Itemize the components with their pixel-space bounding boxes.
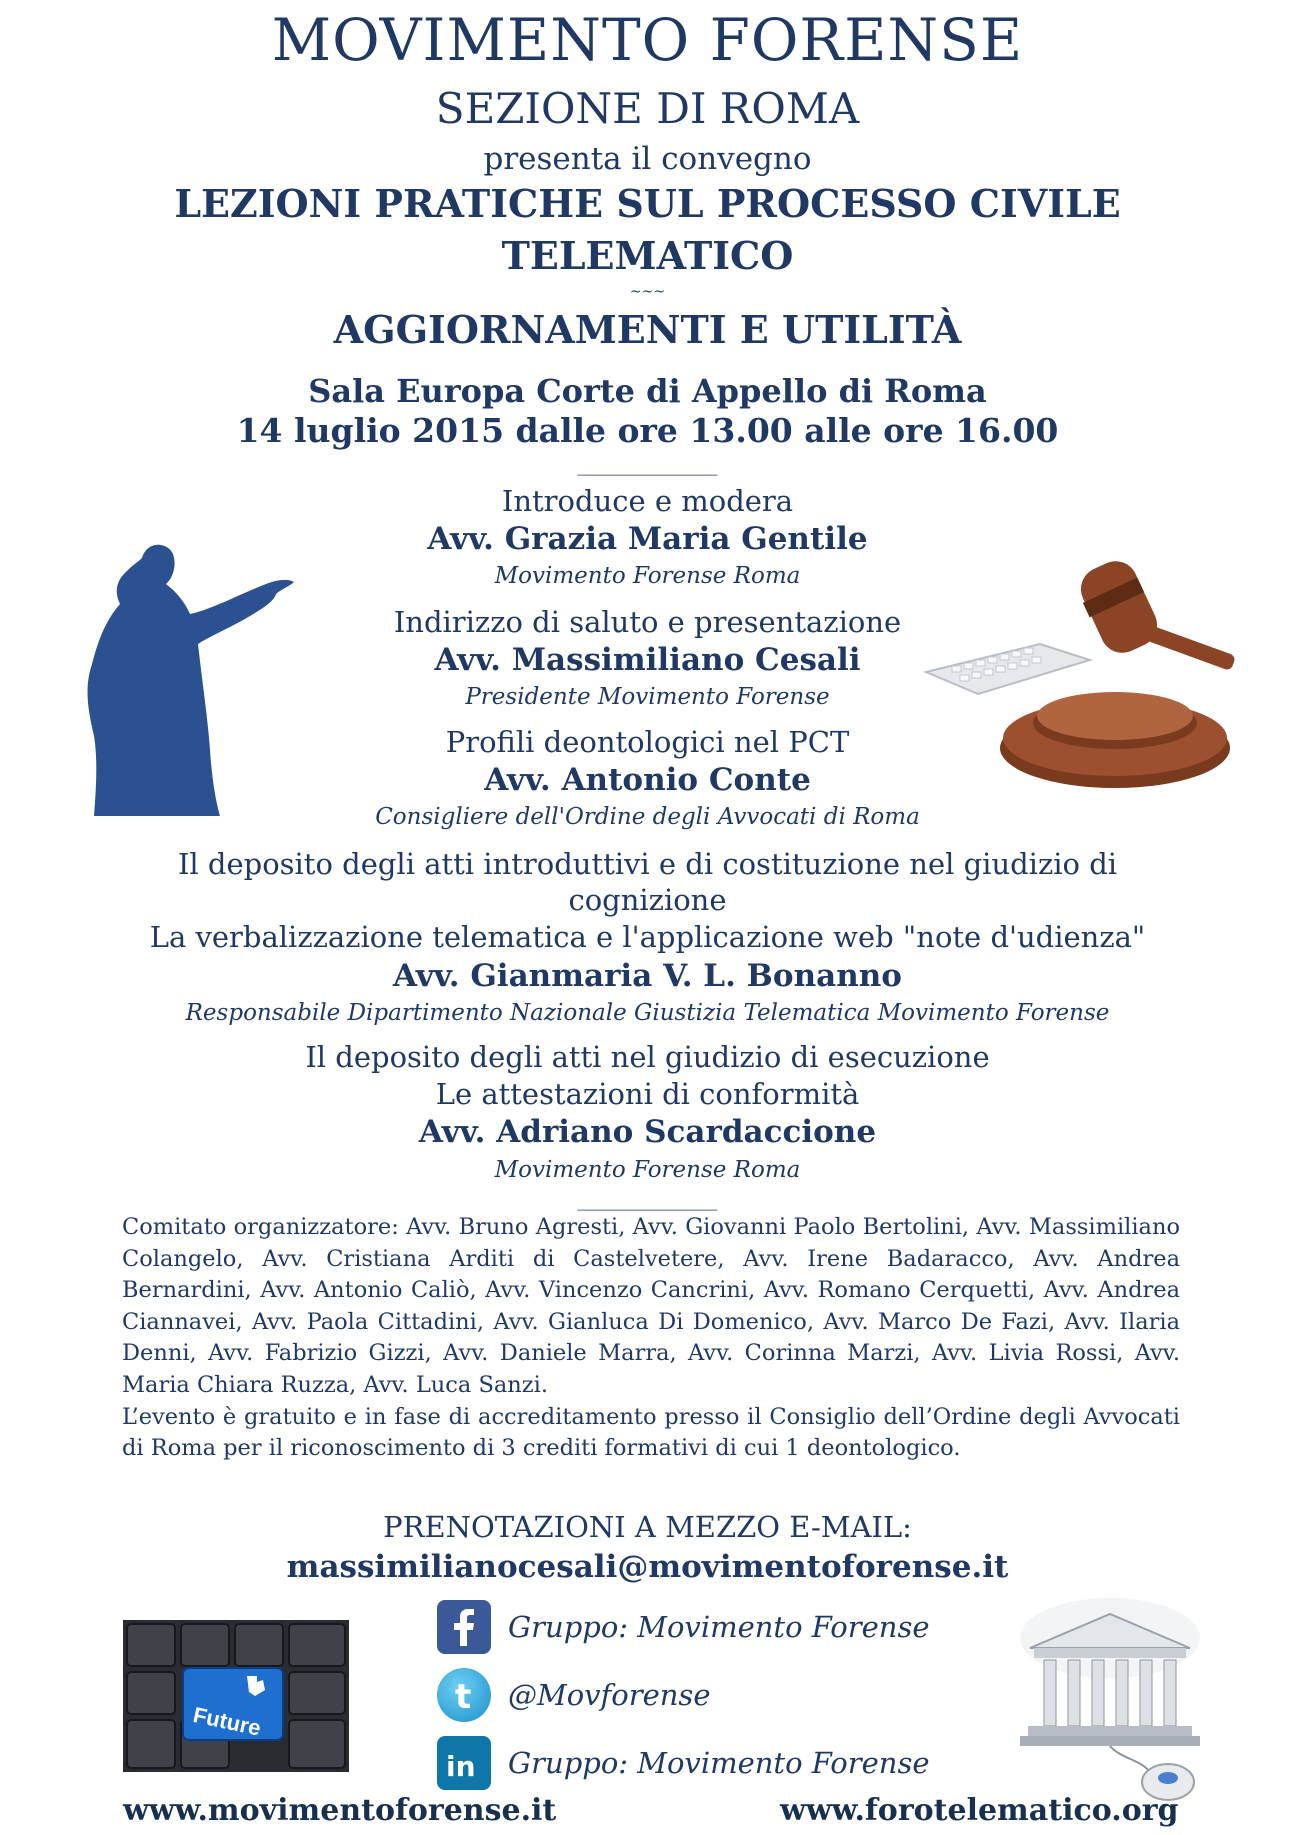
movimentoforense-link[interactable]: www.movimentoforense.it	[123, 1793, 557, 1828]
keyboard-future-image	[123, 1620, 349, 1772]
committee-block	[122, 1212, 1180, 1465]
page-subtitle: SEZIONE DI ROMA	[435, 84, 860, 133]
forotelematico-link[interactable]: www.forotelematico.org	[780, 1793, 1179, 1828]
facebook-icon[interactable]	[437, 1600, 491, 1654]
program-speaker-4: Avv. Gianmaria V. L. Bonanno	[393, 958, 902, 994]
program-speaker-5: Avv. Adriano Scardaccione	[418, 1114, 877, 1150]
event-title-line-1: LEZIONI PRATICHE SUL PROCESSO CIVILE	[174, 181, 1121, 226]
program-speaker-3: Avv. Antonio Conte	[484, 762, 811, 798]
twitter-handle-label[interactable]: @Movforense	[508, 1678, 711, 1712]
courthouse-mouse-image	[1010, 1578, 1210, 1808]
program-topic-2: Indirizzo di saluto e presentazione	[393, 605, 902, 639]
program-topic-5b: Le attestazioni di conformità	[435, 1077, 860, 1111]
program-role-2: Presidente Movimento Forense	[465, 684, 830, 710]
event-subtitle: AGGIORNAMENTI E UTILITÀ	[333, 307, 962, 352]
keyboard-key-label: Future	[190, 1702, 264, 1741]
event-date: 14 luglio 2015 dalle ore 13.00 alle ore 16.00	[236, 411, 1059, 450]
page-title: MOVIMENTO FORENSE	[271, 6, 1024, 74]
event-title-line-2: TELEMATICO	[501, 233, 794, 278]
program-topic-3: Profili deontologici nel PCT	[445, 725, 850, 759]
accreditation-text: L’evento è gratuito e in fase di accreditamento presso il Consiglio dell’Ordine degli Avvocati di Roma per il riconoscimento di 3 crediti formativi di cui 1 deontologico.	[122, 1403, 1180, 1462]
program-topic-4b: La verbalizzazione telematica e l'applicazione web "note d'udienza"	[149, 920, 1146, 954]
title-separator: ~~~	[629, 284, 666, 300]
committee-text: Comitato organizzatore: Avv. Bruno Agresti, Avv. Giovanni Paolo Bertolini, Avv. Massimiliano Colangelo, Avv. Cristiana Arditi di Castelvetere, Avv. Irene Badaracco, Avv. Andrea Bernardini, Avv. Antonio Caliò, Avv. Vincenzo Cancrini, Avv. Romano Cerquetti, Avv. Andrea Ciannavei, Avv. Paola Cittadini, Avv. Gianluca Di Domenico, Avv. Marco De Fazi, Avv. Ilaria Denni, Avv. Fabrizio Gizzi, Avv. Daniele Marra, Avv. Corinna Marzi, Avv. Livia Rossi, Avv. Maria Chiara Ruzza, Avv. Luca Sanzi.	[122, 1214, 1180, 1398]
program-speaker-2: Avv. Massimiliano Cesali	[434, 642, 861, 678]
twitter-icon[interactable]	[437, 1668, 491, 1722]
program-role-5: Movimento Forense Roma	[494, 1157, 801, 1183]
program-topic-4: Il deposito degli atti introduttivi e di costituzione nel giudizio di	[177, 847, 1118, 881]
booking-label: PRENOTAZIONI A MEZZO E-MAIL:	[383, 1510, 912, 1544]
linkedin-icon[interactable]	[437, 1736, 491, 1790]
program-role-1: Movimento Forense Roma	[494, 563, 801, 589]
section-rule: ______________	[577, 452, 718, 476]
svg-text:t: t	[455, 1677, 472, 1717]
gavel-keyboard-image	[920, 548, 1240, 798]
program-role-3: Consigliere dell'Ordine degli Avvocati di Roma	[375, 804, 920, 830]
program-speaker-1: Avv. Grazia Maria Gentile	[427, 521, 868, 557]
program-topic-1: Introduce e modera	[501, 484, 794, 518]
presents-text: presenta il convegno	[483, 141, 812, 177]
booking-email[interactable]: massimilianocesali@movimentoforense.it	[286, 1549, 1009, 1585]
linkedin-group-label[interactable]: Gruppo: Movimento Forense	[508, 1746, 930, 1780]
facebook-group-label[interactable]: Gruppo: Movimento Forense	[508, 1610, 930, 1644]
program-topic-4-cont: cognizione	[568, 883, 727, 917]
svg-text:in: in	[446, 1750, 476, 1783]
orator-silhouette-image	[80, 540, 340, 820]
section-rule-2: ______________	[577, 1187, 718, 1211]
event-venue: Sala Europa Corte di Appello di Roma	[308, 372, 987, 410]
program-topic-5: Il deposito degli atti nel giudizio di esecuzione	[305, 1040, 990, 1074]
program-role-4: Responsabile Dipartimento Nazionale Giustizia Telematica Movimento Forense	[185, 1000, 1110, 1026]
